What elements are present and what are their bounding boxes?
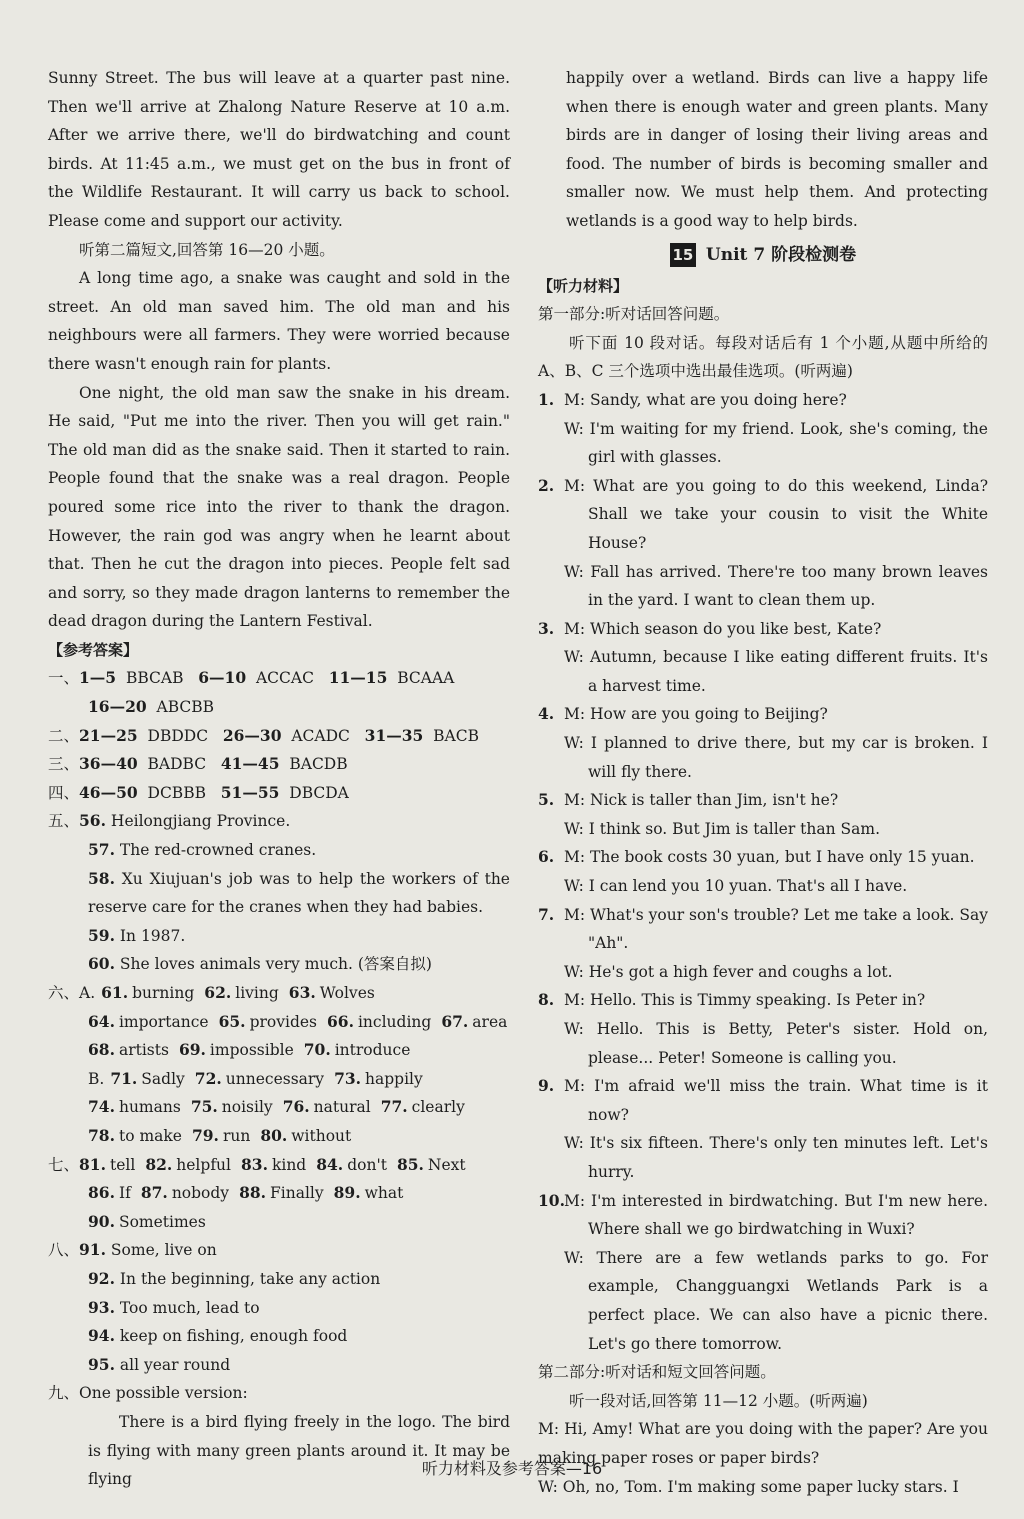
answers-section-5: [48, 807, 510, 836]
dialogue-number: 7.: [538, 904, 555, 924]
range: 21—25: [79, 725, 138, 745]
item-number: 80.: [260, 1125, 288, 1145]
item-answer: Next: [427, 1155, 466, 1174]
item-answer: nobody: [171, 1184, 230, 1203]
answers-section-8: [48, 1236, 510, 1265]
item-number: 61.: [101, 983, 129, 1002]
part1-title: 第一部分:听对话回答问题。: [538, 305, 730, 324]
speaker-m-line: M: How are you going to Beijing?: [564, 705, 828, 724]
dialogue-item: [538, 386, 988, 472]
speaker-m-line: M: I'm interested in birdwatching. But I'm new here. Where shall we go birdwatching in Wuxi?: [564, 1191, 988, 1239]
section-label: 四、: [48, 783, 80, 802]
passage1-end: Sunny Street. The bus will leave at a quarter past nine. Then we'll arrive at Zhalong Nature Reserve at 10 a.m. After we arrive there, we'll do birdwatching and count birds. At 11:45 a.m., we must get on the bus in front of the Wildlife Restaurant. It will carry us back to school. Please come and support our activity.: [48, 69, 510, 230]
page-footer: 听力材料及参考答案—16: [421, 1459, 603, 1478]
item-answer: all year round: [119, 1355, 231, 1374]
item-answer: helpful: [176, 1155, 231, 1174]
section-label: 六、: [48, 984, 80, 1002]
speaker-m-line: M: Which season do you like best, Kate?: [564, 619, 882, 638]
item-number: 92.: [88, 1268, 115, 1288]
speaker-m-line: M: Sandy, what are you doing here?: [564, 390, 847, 409]
answer-key: BACDB: [289, 755, 348, 774]
answer-key: DBDDC: [147, 726, 209, 745]
item-number: 56.: [79, 811, 106, 831]
item-answer: Sometimes: [118, 1212, 206, 1231]
range: 36—40: [79, 754, 138, 774]
range: 16—20: [88, 697, 147, 717]
item-number: 74.: [88, 1097, 115, 1117]
speaker-m-line: M: Hello. This is Timmy speaking. Is Peter in?: [564, 991, 926, 1010]
conversation-m-line: M: Hi, Amy! What are you doing with the paper? Are you making paper roses or paper birds?: [538, 1420, 988, 1467]
item-number: 71.: [110, 1068, 138, 1088]
answer-item: [48, 836, 510, 865]
item-answer: noisily: [221, 1098, 273, 1117]
answers-section-6b-row: [48, 1065, 510, 1094]
answer-key: ACCAC: [255, 669, 314, 688]
speaker-w-line: W: Fall has arrived. There're too many brown leaves in the yard. I want to clean them up.: [564, 562, 988, 610]
answer-item: [48, 1294, 510, 1323]
speaker-w-line: W: I planned to drive there, but my car is broken. I will fly there.: [564, 734, 988, 781]
item-answer: keep on fishing, enough food: [119, 1327, 348, 1346]
item-answer: kind: [271, 1155, 307, 1174]
dialogue-number: 8.: [538, 990, 555, 1010]
item-number: 89.: [333, 1183, 361, 1203]
item-number: 75.: [190, 1097, 218, 1117]
speaker-w-line: W: Hello. This is Betty, Peter's sister. Hold on, please... Peter! Someone is calling you.: [564, 1020, 988, 1067]
speaker-m-line: M: Nick is taller than Jim, isn't he?: [564, 791, 839, 810]
answer-key: DBCDA: [289, 783, 349, 802]
item-number: 65.: [218, 1011, 246, 1031]
item-answer: happily: [365, 1069, 423, 1088]
item-number: 95.: [88, 1354, 115, 1374]
item-answer: Heilongjiang Province.: [110, 812, 291, 831]
section-label: 九、: [48, 1384, 80, 1403]
answers-heading: 【参考答案】: [48, 640, 139, 659]
dialogue-item: [538, 700, 988, 786]
item-number: 60.: [88, 954, 115, 974]
answer-key: BCAAA: [397, 669, 455, 688]
item-answer: provides: [249, 1012, 317, 1031]
answers-section-4: [48, 779, 510, 808]
item-number: 86.: [88, 1183, 115, 1203]
speaker-m-line: M: What's your son's trouble? Let me take a look. Say "Ah".: [564, 905, 988, 953]
item-number: 83.: [241, 1154, 268, 1174]
item-answer: In the beginning, take any action: [119, 1269, 381, 1288]
answer-key: BBCAB: [125, 669, 184, 688]
item-answer: area: [472, 1012, 508, 1031]
item-answer: introduce: [334, 1041, 411, 1060]
dialogue-item: [538, 986, 988, 1072]
dialogue-item: [538, 901, 988, 987]
section-label: 三、: [48, 755, 80, 774]
part2-title: 第二部分:听对话和短文回答问题。: [538, 1363, 776, 1382]
dialogue-number: 4.: [538, 704, 555, 724]
item-answer: unnecessary: [225, 1069, 325, 1088]
answers-section-6b-row: [48, 1093, 510, 1122]
item-number: 93.: [88, 1297, 115, 1317]
item-answer: to make: [118, 1126, 182, 1145]
item-answer: including: [357, 1012, 432, 1031]
speaker-w-line: W: I'm waiting for my friend. Look, she's coming, the girl with glasses.: [564, 419, 988, 467]
dialogue-item: [538, 1072, 988, 1186]
item-answer: importance: [118, 1012, 209, 1031]
item-answer: burning: [132, 984, 195, 1002]
dialogue-list: [538, 386, 988, 1358]
section-label: 八、: [48, 1241, 80, 1260]
item-number: 69.: [178, 1040, 206, 1060]
item-answer: The red-crowned cranes.: [119, 841, 317, 860]
speaker-w-line: W: Autumn, because I like eating different fruits. It's a harvest time.: [564, 648, 988, 695]
section-label: 一、: [48, 669, 80, 688]
part2-instructions: 听一段对话,回答第 11—12 小题。(听两遍): [569, 1391, 868, 1410]
item-number: 85.: [396, 1154, 424, 1174]
speaker-w-line: W: I think so. But Jim is taller than Sam.: [564, 819, 881, 838]
answer-item: [48, 1322, 510, 1351]
item-answer: what: [364, 1184, 404, 1203]
range: 41—45: [220, 754, 280, 774]
answers-section-3: [48, 750, 510, 779]
item-number: 57.: [88, 840, 115, 860]
answers-section-9: [48, 1379, 510, 1408]
answer-item: [48, 865, 510, 922]
speaker-w-line: W: It's six fifteen. There's only ten minutes left. Let's hurry.: [564, 1134, 988, 1181]
item-number: 70.: [303, 1040, 331, 1060]
part-label: B.: [88, 1069, 105, 1088]
item-answer: clearly: [411, 1098, 465, 1117]
item-number: 90.: [88, 1211, 115, 1231]
range: 1—5: [79, 668, 117, 688]
answer-item: [48, 1351, 510, 1380]
dialogue-number: 10.: [538, 1190, 565, 1210]
section-title: One possible version:: [79, 1384, 248, 1403]
section-label: 二、: [48, 726, 80, 745]
item-number: 88.: [239, 1183, 267, 1203]
unit-title-text: Unit 7 阶段检测卷: [705, 244, 857, 265]
item-number: 62.: [204, 983, 232, 1002]
dialogue-item: [538, 786, 988, 843]
answers-section-1: [48, 664, 510, 693]
answer-key: ABCBB: [156, 698, 215, 717]
item-answer: Xu Xiujuan's job was to help the workers of the reserve care for the cranes when they had babies.: [88, 869, 510, 917]
item-answer: without: [291, 1126, 352, 1145]
section-label: 七、: [48, 1155, 80, 1174]
item-number: 72.: [194, 1068, 222, 1088]
essay-continuation: happily over a wetland. Birds can live a happy life when there is enough water and green plants. Many birds are in danger of losing their living areas and food. The number of birds is becoming smaller and smaller now. We must help them. And protecting wetlands is a good way to help birds.: [566, 69, 988, 230]
dialogue-number: 1.: [538, 389, 555, 409]
item-answer: She loves animals very much. (答案自拟): [119, 955, 432, 974]
part1-instructions: 听下面 10 段对话。每段对话后有 1 个小题,从题中所给的 A、B、C 三个选项中选出最佳选项。(听两遍): [538, 333, 988, 381]
item-number: 82.: [145, 1154, 173, 1174]
dialogue-item: [538, 472, 988, 615]
item-answer: humans: [118, 1098, 181, 1117]
item-answer: Wolves: [319, 984, 375, 1002]
item-answer: Finally: [270, 1184, 324, 1203]
dialogue-number: 5.: [538, 790, 555, 810]
range: 31—35: [364, 725, 424, 745]
speaker-w-line: W: I can lend you 10 yuan. That's all I have.: [564, 877, 908, 896]
answer-key: DCBBB: [147, 783, 206, 802]
range: 6—10: [198, 668, 247, 688]
item-answer: If: [118, 1184, 131, 1203]
speaker-m-line: M: What are you going to do this weekend, Linda? Shall we take your cousin to visit the White House?: [564, 476, 988, 552]
item-number: 91.: [79, 1240, 106, 1260]
range: 11—15: [328, 668, 388, 688]
speaker-m-line: M: I'm afraid we'll miss the train. What time is it now?: [564, 1077, 988, 1124]
answer-item: [48, 1265, 510, 1294]
answer-key: BACB: [433, 726, 480, 745]
range: 51—55: [220, 782, 280, 802]
item-number: 76.: [282, 1097, 310, 1117]
item-number: 94.: [88, 1326, 115, 1346]
item-answer: In 1987.: [119, 926, 186, 945]
answer-key: BADBC: [147, 755, 207, 774]
answer-item: [48, 922, 510, 951]
speaker-w-line: W: There are a few wetlands parks to go. For example, Changguangxi Wetlands Park is a perfect place. We can also have a picnic there. Let's go there tomorrow.: [564, 1248, 988, 1353]
item-number: 67.: [441, 1011, 469, 1031]
left-column: [48, 64, 510, 1494]
range: 26—30: [222, 725, 282, 745]
speaker-m-line: M: The book costs 30 yuan, but I have only 15 yuan.: [564, 848, 975, 867]
section-label: 五、: [48, 812, 80, 831]
dialogue-number: 3.: [538, 618, 555, 638]
answers-section-6-row: [48, 1008, 510, 1037]
passage2-paragraph-1: A long time ago, a snake was caught and sold in the street. An old man saved him. The old man and his neighbours were all farmers. They were worried because there wasn't enough rain for plants.: [48, 269, 510, 373]
dialogue-number: 9.: [538, 1076, 555, 1096]
unit-badge: 15: [670, 243, 696, 267]
item-number: 79.: [191, 1125, 219, 1145]
item-answer: tell: [109, 1155, 136, 1174]
answers-section-6-row: [48, 1036, 510, 1065]
item-number: 77.: [380, 1097, 408, 1117]
item-number: 87.: [140, 1183, 168, 1203]
item-answer: artists: [118, 1041, 169, 1060]
answers-section-7-row: [48, 1179, 510, 1208]
answers-section-6-row: [48, 979, 510, 1008]
range: 46—50: [79, 782, 138, 802]
item-number: 58.: [88, 868, 115, 888]
dialogue-item: [538, 615, 988, 701]
item-number: 59.: [88, 925, 115, 945]
unit-title: [538, 238, 988, 272]
conversation-w-line: W: Oh, no, Tom. I'm making some paper lucky stars. I: [538, 1477, 959, 1496]
item-number: 81.: [79, 1154, 106, 1174]
item-answer: Some, live on: [110, 1241, 217, 1260]
sample-essay: There is a bird flying freely in the logo. The bird is flying with many green plants around it. It may be flying: [88, 1412, 510, 1489]
item-number: 84.: [316, 1154, 344, 1174]
answers-section-2: [48, 722, 510, 751]
answer-key: ACADC: [291, 726, 350, 745]
item-number: 68.: [88, 1040, 115, 1060]
item-answer: living: [235, 984, 279, 1002]
item-answer: Sadly: [141, 1069, 185, 1088]
passage2-intro: 听第二篇短文,回答第 16—20 小题。: [79, 240, 335, 259]
answers-section-7-row: [48, 1151, 510, 1180]
item-answer: don't: [347, 1155, 387, 1174]
dialogue-number: 2.: [538, 475, 555, 495]
speaker-w-line: W: He's got a high fever and coughs a lot.: [564, 962, 893, 981]
item-answer: impossible: [209, 1041, 294, 1060]
passage2-paragraph-2: One night, the old man saw the snake in his dream. He said, "Put me into the river. Then you will get rain." The old man did as the snake said. Then it started to rain. People found that the snake was a real dragon. People poured some rice into the river to thank the dragon. However, the rain god was angry when he learnt about that. Then he cut the dragon into pieces. People felt sad and sorry, so they made dragon lanterns to remember the dead dragon during the Lantern Festival.: [48, 383, 510, 631]
listening-material-heading: 【听力材料】: [538, 276, 629, 295]
answers-section-6b-row: [48, 1122, 510, 1151]
item-answer: run: [222, 1126, 251, 1145]
answers-section-7-row: [48, 1208, 510, 1237]
part-label: A.: [79, 984, 96, 1002]
dialogue-number: 6.: [538, 847, 555, 867]
item-number: 66.: [327, 1011, 354, 1031]
dialogue-item: [538, 1187, 988, 1359]
item-number: 78.: [88, 1125, 115, 1145]
item-number: 73.: [334, 1068, 362, 1088]
item-answer: Too much, lead to: [119, 1298, 260, 1317]
item-number: 63.: [288, 983, 316, 1002]
item-answer: natural: [313, 1098, 371, 1117]
dialogue-item: [538, 843, 988, 900]
right-column: [538, 64, 988, 1501]
answers-section-1-line-2: [48, 693, 510, 722]
answer-item: [48, 950, 510, 979]
item-number: 64.: [88, 1011, 115, 1031]
